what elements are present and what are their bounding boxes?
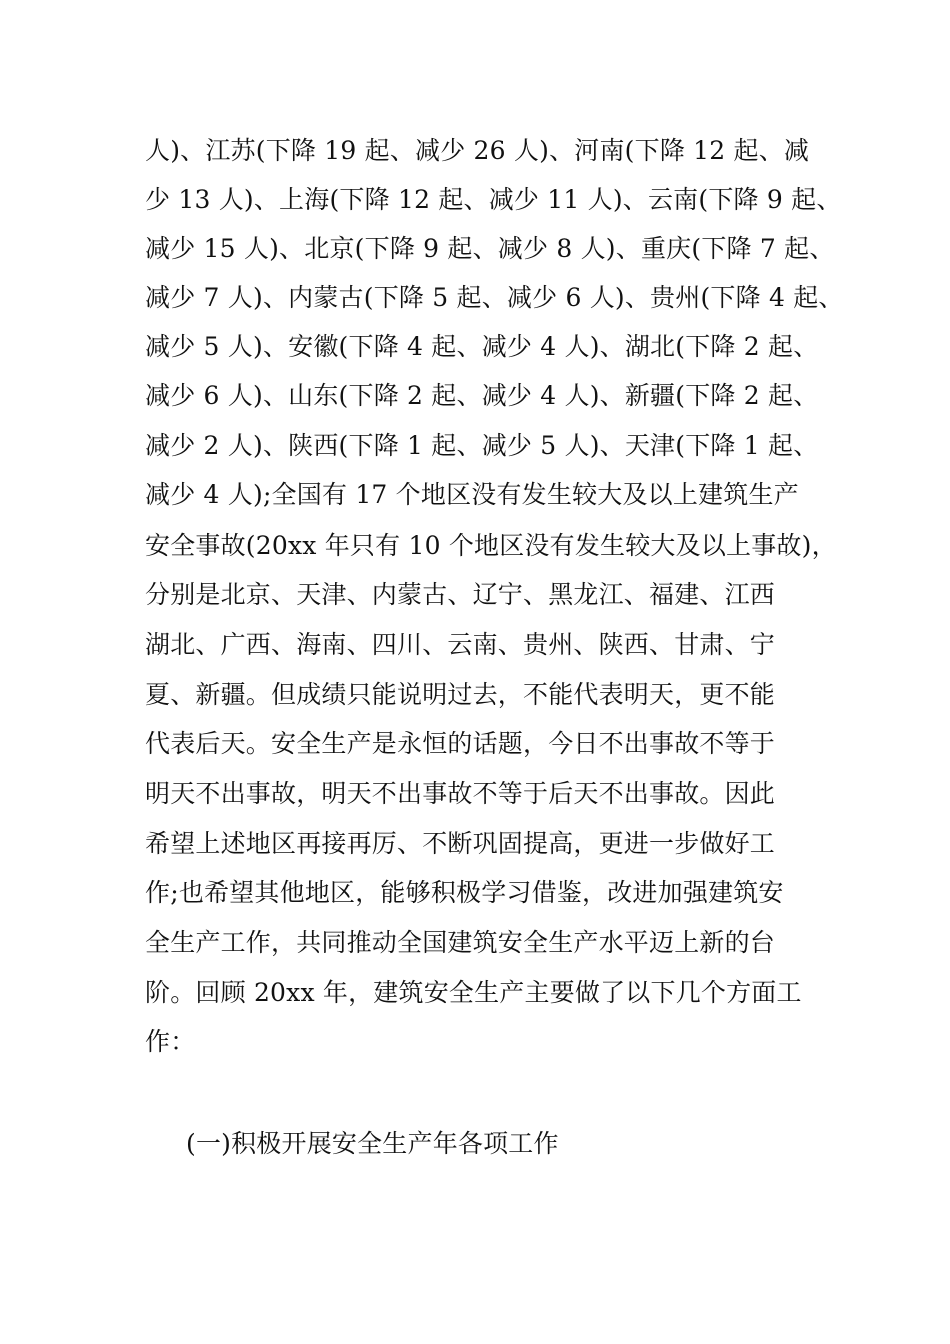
text-line: 减少 4 人);全国有 17 个地区没有发生较大及以上建筑生产 bbox=[145, 480, 799, 509]
text-line: 全生产工作，共同推动全国建筑安全生产水平迈上新的台 bbox=[145, 928, 776, 957]
text-line: 作： bbox=[145, 1027, 196, 1056]
text-line: 减少 15 人)、北京(下降 9 起、减少 8 人)、重庆(下降 7 起、 bbox=[145, 234, 835, 263]
text-line: 减少 7 人)、内蒙古(下降 5 起、减少 6 人)、贵州(下降 4 起、 bbox=[145, 283, 844, 312]
section-heading: (一)积极开展安全生产年各项工作 bbox=[186, 1129, 559, 1158]
text-line: 湖北、广西、海南、四川、云南、贵州、陕西、甘肃、宁 bbox=[145, 630, 776, 659]
text-line: 希望上述地区再接再厉、不断巩固提高，更进一步做好工 bbox=[145, 829, 776, 858]
text-line: 分别是北京、天津、内蒙古、辽宁、黑龙江、福建、江西 bbox=[145, 580, 776, 609]
text-line: 减少 6 人)、山东(下降 2 起、减少 4 人)、新疆(下降 2 起、 bbox=[145, 381, 819, 410]
text-line: 减少 2 人)、陕西(下降 1 起、减少 5 人)、天津(下降 1 起、 bbox=[145, 431, 819, 460]
text-line: 人)、江苏(下降 19 起、减少 26 人)、河南(下降 12 起、减 bbox=[145, 136, 810, 165]
text-line: 明天不出事故，明天不出事故不等于后天不出事故。因此 bbox=[145, 779, 776, 808]
text-line: 代表后天。安全生产是永恒的话题，今日不出事故不等于 bbox=[145, 729, 776, 758]
text-line: 安全事故(20xx 年只有 10 个地区没有发生较大及以上事故)， bbox=[145, 531, 837, 560]
text-line: 阶。回顾 20xx 年，建筑安全生产主要做了以下几个方面工 bbox=[145, 978, 802, 1007]
text-line: 减少 5 人)、安徽(下降 4 起、减少 4 人)、湖北(下降 2 起、 bbox=[145, 332, 819, 361]
text-line: 夏、新疆。但成绩只能说明过去，不能代表明天，更不能 bbox=[145, 680, 776, 709]
text-line: 作;也希望其他地区，能够积极学习借鉴，改进加强建筑安 bbox=[145, 878, 784, 907]
text-line: 少 13 人)、上海(下降 12 起、减少 11 人)、云南(下降 9 起、 bbox=[145, 185, 842, 214]
